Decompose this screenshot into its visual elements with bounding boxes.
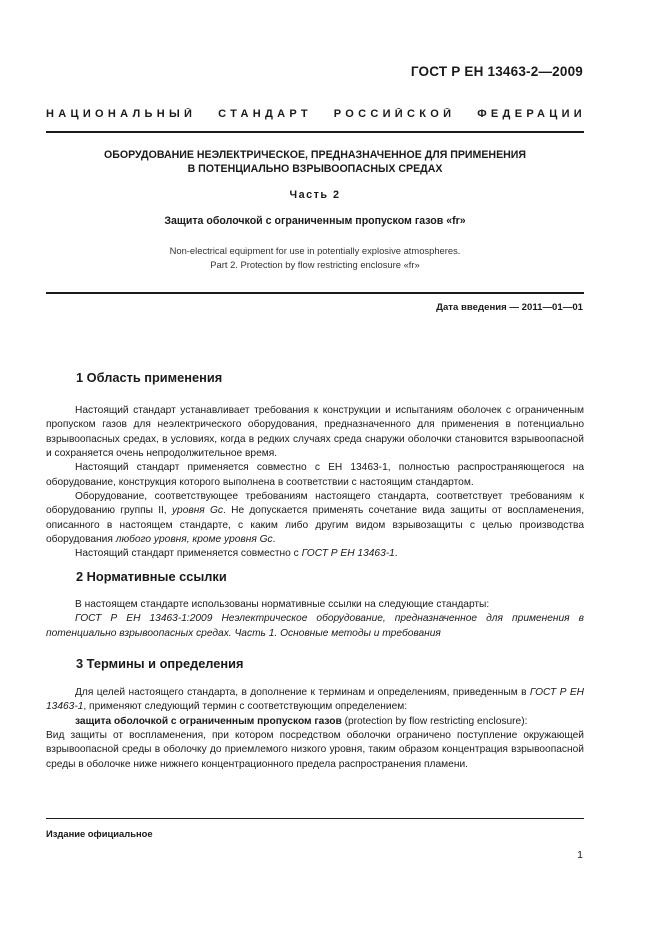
top-divider	[46, 131, 584, 133]
section-3-paragraph-1: Для целей настоящего стандарта, в дополнение к терминам и определениям, приведенным в ГОСТ Р ЕН 13463-1, применяют следующий термин с соответствующим определением:	[46, 687, 584, 713]
section-1-paragraph-2: Настоящий стандарт применяется совместно с ЕН 13463-1, полностью распространяющегося на оборудование, конструкция которого выполнена в соответствии с настоящим стандартом.	[46, 462, 584, 488]
part-label: Часть 2	[289, 189, 341, 201]
section-3-term: защита оболочкой с ограниченным пропуском газов (protection by flow restricting enclosure):	[75, 715, 528, 727]
footer-divider	[46, 818, 584, 819]
section-1-heading: 1 Область применения	[76, 370, 223, 385]
introduction-date: Дата введения — 2011—01—01	[436, 302, 583, 313]
section-2-paragraph-1: В настоящем стандарте использованы нормативные ссылки на следующие стандарты:	[75, 599, 490, 610]
national-standard-banner: НАЦИОНАЛЬНЫЙ СТАНДАРТ РОССИЙСКОЙ ФЕДЕРАЦИИ	[46, 108, 586, 120]
section-1-paragraph-3: Оборудование, соответствующее требованиям настоящего стандарта, соответствует требованиям к оборудованию группы II, уровня Gc. Не допускается применять сочетание вида защиты от воспламенения, описанного в настоящем стандарте, с каким либо другим видом взрывозащиты с целью производства оборудования любого уровня, кроме уровня Gc.	[46, 491, 585, 546]
section-2-reference: ГОСТ Р ЕН 13463-1:2009 Неэлектрическое оборудование, предназначенное для применения в потенциально взрывоопасных средах. Часть 1. Основные методы и требования	[46, 613, 584, 639]
document-title	[46, 148, 584, 176]
edition-note: Издание официальное	[46, 828, 153, 839]
document-number: ГОСТ Р ЕН 13463-2—2009	[410, 64, 583, 79]
english-title-line-1: Non-electrical equipment for use in potentially explosive atmospheres.	[169, 245, 461, 256]
title-line-2: В ПОТЕНЦИАЛЬНО ВЗРЫВООПАСНЫХ СРЕДАХ	[187, 163, 443, 175]
section-3-body	[46, 686, 584, 772]
english-title	[46, 244, 584, 271]
section-1-paragraph-1: Настоящий стандарт устанавливает требования к конструкции и испытаниям оболочек с ограниченным пропуском газов для неэлектрического оборудования, предназначенного для применения в потенциально взрывоопасных средах, в условиях, когда в редких случаях среда снаружи оболочки становится взрывоопасной и сохраняется очень непродолжительное время.	[46, 405, 584, 460]
title-line-1: ОБОРУДОВАНИЕ НЕЭЛЕКТРИЧЕСКОЕ, ПРЕДНАЗНАЧЕННОЕ ДЛЯ ПРИМЕНЕНИЯ	[103, 149, 527, 161]
middle-divider	[46, 292, 584, 294]
section-1-paragraph-4: Настоящий стандарт применяется совместно с ГОСТ Р ЕН 13463-1.	[75, 548, 398, 560]
english-title-line-2: Part 2. Protection by flow restricting enclosure «fr»	[210, 258, 420, 270]
document-subtitle: Защита оболочкой с ограниченным пропуском газов «fr»	[164, 215, 466, 227]
section-2-body	[46, 598, 584, 641]
section-2-heading: 2 Нормативные ссылки	[76, 569, 227, 584]
section-3-heading: 3 Термины и определения	[76, 656, 244, 671]
page-number: 1	[577, 849, 583, 861]
section-1-body	[46, 404, 584, 562]
section-3-definition: Вид защиты от воспламенения, при котором посредством оболочки ограничено поступление окружающей взрывоопасной среды в оболочку до приемлемого низкого уровня, таким образом концентрация взрывоопасной среды в оболочке ниже нижнего концентрационного предела распространения пламени.	[46, 730, 584, 770]
